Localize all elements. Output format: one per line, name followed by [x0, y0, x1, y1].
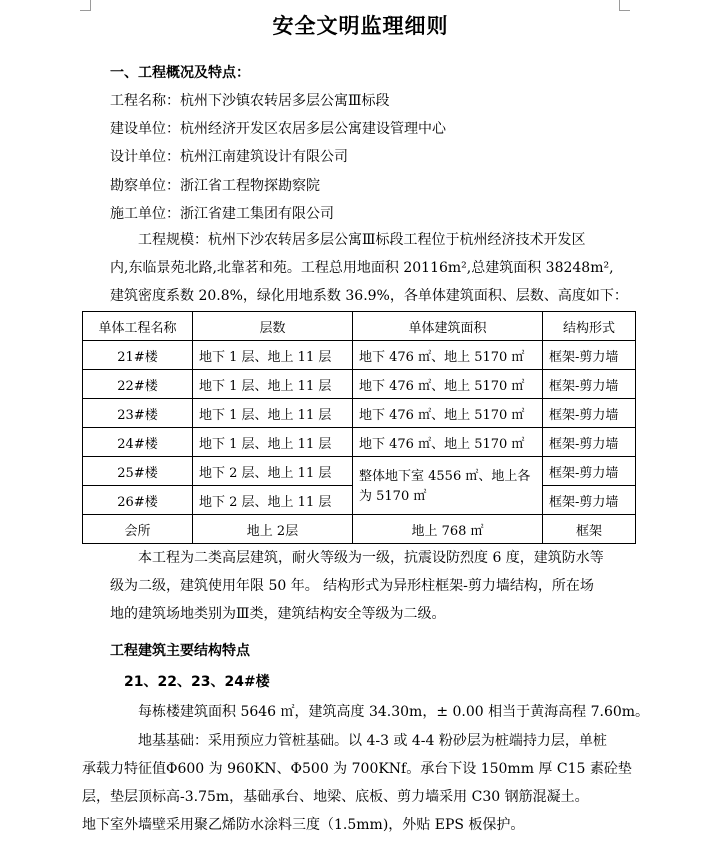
table-header-cell: 层数 [193, 312, 353, 341]
floors-cell: 地下 2 层、地上 11 层 [193, 486, 353, 515]
scale-line: 建筑密度系数 20.8%，绿化用地系数 36.9%，各单体建筑面积、层数、高度如下： [110, 288, 628, 304]
info-surveyor: 勘察单位：浙江省工程物探勘察院 [110, 178, 320, 194]
info-contractor: 施工单位：浙江省建工集团有限公司 [110, 206, 334, 222]
scale-line: 工程规模：杭州下沙农转居多层公寓Ⅲ标段工程位于杭州经济技术开发区 [138, 232, 586, 248]
subsection-heading-buildings: 21、22、23、24#楼 [124, 674, 270, 690]
building-line: 每栋楼建筑面积 5646 ㎡，建筑高度 34.30m，± 0.00 相当于黄海高程 7.60m。 [138, 704, 650, 720]
floors-cell: 地下 1 层、地上 11 层 [193, 341, 353, 370]
document-title: 安全文明监理细则 [272, 14, 449, 38]
area-cell: 地上 768 ㎡ [353, 515, 543, 544]
classification-line: 本工程为二类高层建筑，耐火等级为一级，抗震设防烈度 6 度，建筑防水等 [138, 550, 604, 566]
scale-line: 内,东临景苑北路,北靠茗和苑。工程总用地面积 20116m²,总建筑面积 38248m², [110, 260, 614, 276]
floors-cell: 地上 2层 [193, 515, 353, 544]
table-row [83, 457, 636, 486]
foundation-paragraph [82, 727, 642, 839]
unit-name-cell: 22#楼 [83, 370, 193, 399]
classification-line: 地的建筑场地类别为Ⅲ类，建筑结构安全等级为二级。 [110, 606, 446, 622]
scale-paragraph [82, 226, 642, 310]
info-project-name: 工程名称：杭州下沙镇农转居多层公寓Ⅲ标段 [110, 93, 390, 109]
structure-cell: 框架-剪力墙 [543, 457, 636, 486]
table-row [83, 370, 636, 399]
unit-name-cell: 26#楼 [83, 486, 193, 515]
table-header-row [83, 312, 636, 341]
unit-name-cell: 23#楼 [83, 399, 193, 428]
area-cell: 地下 476 ㎡、地上 5170 ㎡ [353, 428, 543, 457]
area-cell-merged: 整体地下室 4556 ㎡、地上各为 5170 ㎡ [353, 457, 543, 515]
floors-cell: 地下 1 层、地上 11 层 [193, 428, 353, 457]
table-header-cell: 结构形式 [543, 312, 636, 341]
floors-cell: 地下 2 层、地上 11 层 [193, 457, 353, 486]
table-row [83, 399, 636, 428]
building-units-table [82, 311, 636, 544]
section-heading-overview: 一、工程概况及特点： [110, 65, 250, 81]
foundation-line: 地下室外墙壁采用聚乙烯防水涂料三度（1.5mm)，外贴 EPS 板保护。 [82, 817, 525, 833]
structure-cell: 框架-剪力墙 [543, 341, 636, 370]
area-cell: 地下 476 ㎡、地上 5170 ㎡ [353, 370, 543, 399]
area-cell: 地下 476 ㎡、地上 5170 ㎡ [353, 341, 543, 370]
classification-line: 级为二级，建筑使用年限 50 年。 结构形式为异形柱框架-剪力墙结构，所在场 [110, 578, 594, 594]
table-header-cell: 单体工程名称 [83, 312, 193, 341]
unit-name-cell: 会所 [83, 515, 193, 544]
foundation-line: 地基基础：采用预应力管桩基础。以 4-3 或 4-4 粉砂层为桩端持力层，单桩 [138, 733, 607, 749]
building-paragraph [82, 698, 650, 726]
foundation-line: 层，垫层顶标高-3.75m，基础承台、地梁、底板、剪力墙采用 C30 钢筋混凝土。 [82, 789, 589, 805]
structure-cell: 框架-剪力墙 [543, 370, 636, 399]
table-row [83, 428, 636, 457]
unit-name-cell: 24#楼 [83, 428, 193, 457]
info-client: 建设单位：杭州经济开发区农居多层公寓建设管理中心 [110, 121, 446, 137]
table-row [83, 515, 636, 544]
table-row [83, 341, 636, 370]
structure-cell: 框架-剪力墙 [543, 428, 636, 457]
structure-cell: 框架-剪力墙 [543, 486, 636, 515]
info-designer: 设计单位：杭州江南建筑设计有限公司 [110, 149, 348, 165]
floors-cell: 地下 1 层、地上 11 层 [193, 370, 353, 399]
unit-name-cell: 25#楼 [83, 457, 193, 486]
section-heading-structure: 工程建筑主要结构特点 [110, 643, 250, 659]
floors-cell: 地下 1 层、地上 11 层 [193, 399, 353, 428]
foundation-line: 承载力特征值Φ600 为 960KN、Φ500 为 700KNf。承台下设 150mm 厚 C15 素砼垫 [82, 761, 632, 777]
structure-cell: 框架 [543, 515, 636, 544]
unit-name-cell: 21#楼 [83, 341, 193, 370]
table-header-cell: 单体建筑面积 [353, 312, 543, 341]
area-cell: 地下 476 ㎡、地上 5170 ㎡ [353, 399, 543, 428]
structure-cell: 框架-剪力墙 [543, 399, 636, 428]
classification-paragraph [82, 544, 642, 628]
